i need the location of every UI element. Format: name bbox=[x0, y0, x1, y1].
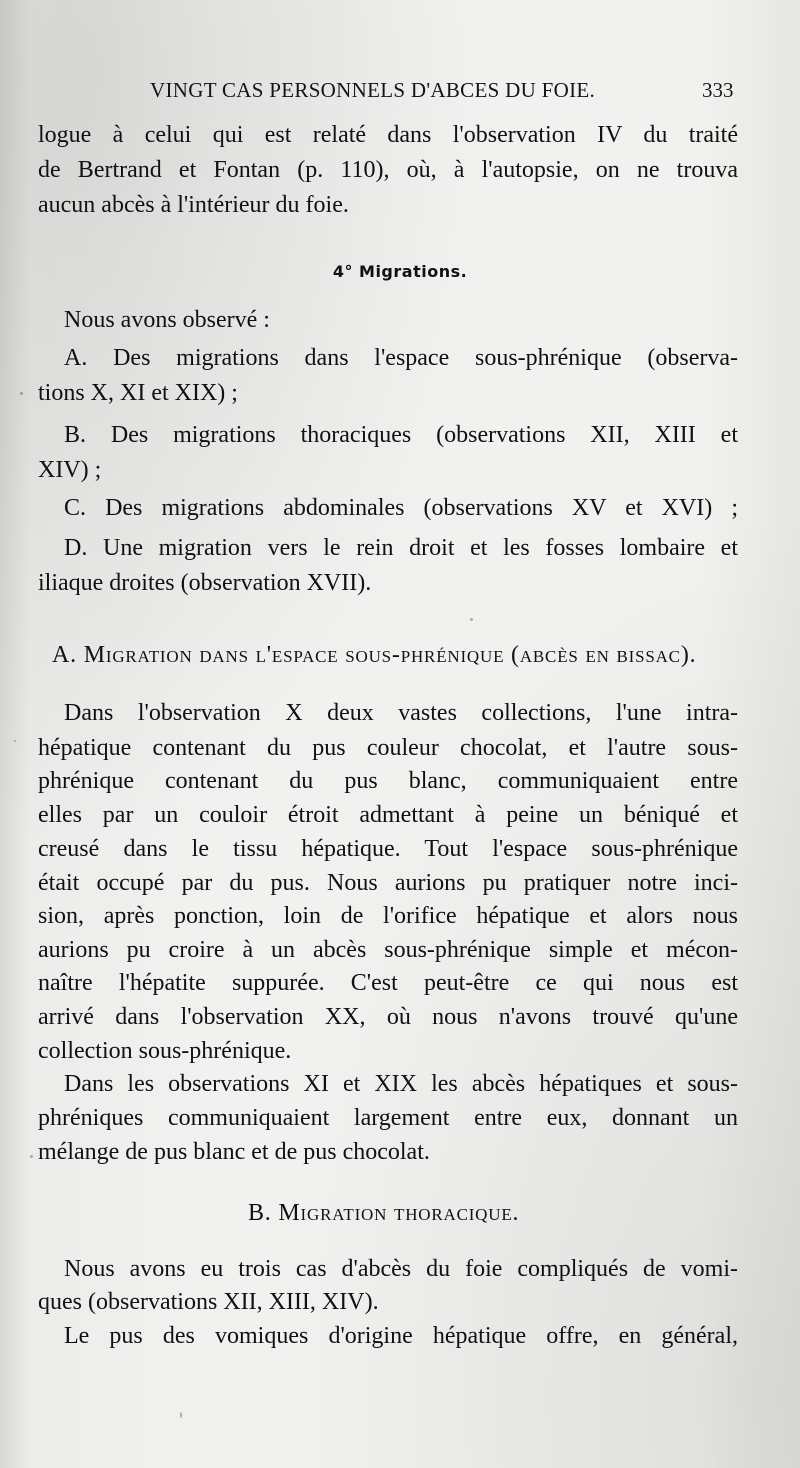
page-number: 333 bbox=[702, 78, 734, 102]
text-line: elles par un couloir étroit admettant à peine un béniqué et bbox=[38, 802, 738, 828]
text-line: mélange de pus blanc et de pus chocolat. bbox=[38, 1139, 430, 1165]
running-title: VINGT CAS PERSONNELS D'ABCES DU FOIE. bbox=[150, 78, 596, 102]
text-line: était occupé par du pus. Nous aurions pu pratiquer notre inci- bbox=[38, 870, 738, 896]
text-line: logue à celui qui est relaté dans l'observation IV du traité bbox=[38, 122, 738, 148]
text-line: Nous avons eu trois cas d'abcès du foie compliqués de vomi- bbox=[64, 1256, 738, 1282]
text-line: creusé dans le tissu hépatique. Tout l'espace sous-phrénique bbox=[38, 836, 738, 862]
list-item-continuation: iliaque droites (observation XVII). bbox=[38, 570, 372, 596]
scan-speck bbox=[470, 618, 473, 621]
list-item: A. Des migrations dans l'espace sous-phrénique (observa- bbox=[64, 345, 738, 371]
text-line: naître l'hépatite suppurée. C'est peut-être ce qui nous est bbox=[38, 970, 738, 996]
scan-speck bbox=[30, 1155, 33, 1158]
text-line: aucun abcès à l'intérieur du foie. bbox=[38, 192, 349, 218]
text-line: arrivé dans l'observation XX, où nous n'avons trouvé qu'une bbox=[38, 1004, 738, 1030]
text-line: ques (observations XII, XIII, XIV). bbox=[38, 1289, 379, 1315]
text-line: phrénique contenant du pus blanc, communiquaient entre bbox=[38, 768, 738, 794]
list-item-continuation: XIV) ; bbox=[38, 457, 102, 483]
list-item-continuation: tions X, XI et XIX) ; bbox=[38, 380, 238, 406]
text-line: collection sous-phrénique. bbox=[38, 1038, 292, 1064]
scan-speck bbox=[20, 392, 23, 395]
text-line: Nous avons observé : bbox=[64, 307, 270, 333]
text-line: hépatique contenant du pus couleur chocolat, et l'autre sous- bbox=[38, 735, 738, 761]
running-header bbox=[0, 78, 800, 108]
text-line: de Bertrand et Fontan (p. 110), où, à l'autopsie, on ne trouva bbox=[38, 157, 738, 183]
subsection-heading: A. Migration dans l'espace sous-phrénique (abcès en bissac). bbox=[52, 642, 697, 668]
subsection-heading: B. Migration thoracique. bbox=[248, 1200, 520, 1226]
text-line: Le pus des vomiques d'origine hépatique offre, en général, bbox=[64, 1323, 738, 1349]
text-line: Dans les observations XI et XIX les abcès hépatiques et sous- bbox=[64, 1071, 738, 1097]
text-line: sion, après ponction, loin de l'orifice hépatique et alors nous bbox=[38, 903, 738, 929]
list-item: D. Une migration vers le rein droit et les fosses lombaire et bbox=[64, 535, 738, 561]
scan-speck bbox=[180, 1412, 182, 1418]
list-item: B. Des migrations thoraciques (observations XII, XIII et bbox=[64, 422, 738, 448]
section-heading: 4° Migrations. bbox=[332, 262, 468, 281]
scan-speck bbox=[14, 740, 16, 742]
text-line: Dans l'observation X deux vastes collections, l'une intra- bbox=[64, 700, 738, 726]
text-line: phréniques communiquaient largement entre eux, donnant un bbox=[38, 1105, 738, 1131]
text-line: aurions pu croire à un abcès sous-phrénique simple et mécon- bbox=[38, 937, 738, 963]
list-item: C. Des migrations abdominales (observations XV et XVI) ; bbox=[64, 495, 738, 521]
